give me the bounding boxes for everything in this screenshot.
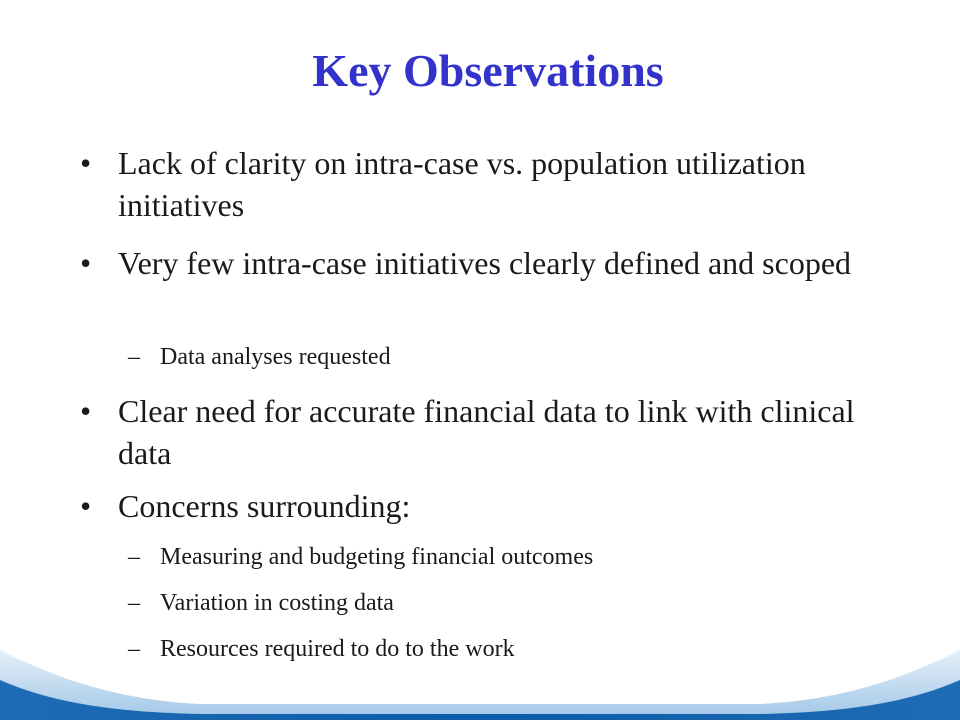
bullet-marker: • [80, 245, 92, 281]
bullet-text: Very few intra-case initiatives clearly defined and scoped [118, 245, 852, 281]
sub-bullet-item [80, 542, 593, 572]
bullet-item [80, 242, 851, 284]
bullet-text: Clear need for accurate financial data to link with clinical data [118, 393, 855, 471]
slide-title: Key Observations [312, 45, 664, 96]
sub-bullet-marker: – [128, 544, 140, 570]
bullet-text: Concerns surrounding: [118, 488, 411, 524]
sub-bullet-text: Variation in costing data [160, 590, 394, 616]
sub-bullet-text: Data analyses requested [160, 344, 391, 370]
bottom-wave-decoration [0, 640, 960, 720]
bullet-item [80, 142, 880, 226]
sub-bullet-marker: – [128, 344, 140, 370]
bullet-item [80, 485, 410, 527]
sub-bullet-text: Resources required to do to the work [160, 636, 515, 662]
sub-bullet-marker: – [128, 590, 140, 616]
wave-light [0, 650, 960, 720]
bullet-item [80, 390, 880, 474]
sub-bullet-marker: – [128, 636, 140, 662]
sub-bullet-item [80, 588, 394, 618]
bullet-marker: • [80, 393, 92, 429]
sub-bullet-item [80, 342, 391, 372]
bullet-marker: • [80, 145, 92, 181]
bullet-text: Lack of clarity on intra-case vs. population utilization initiatives [118, 145, 806, 223]
bullet-marker: • [80, 488, 92, 524]
sub-bullet-text: Measuring and budgeting financial outcomes [160, 544, 594, 570]
